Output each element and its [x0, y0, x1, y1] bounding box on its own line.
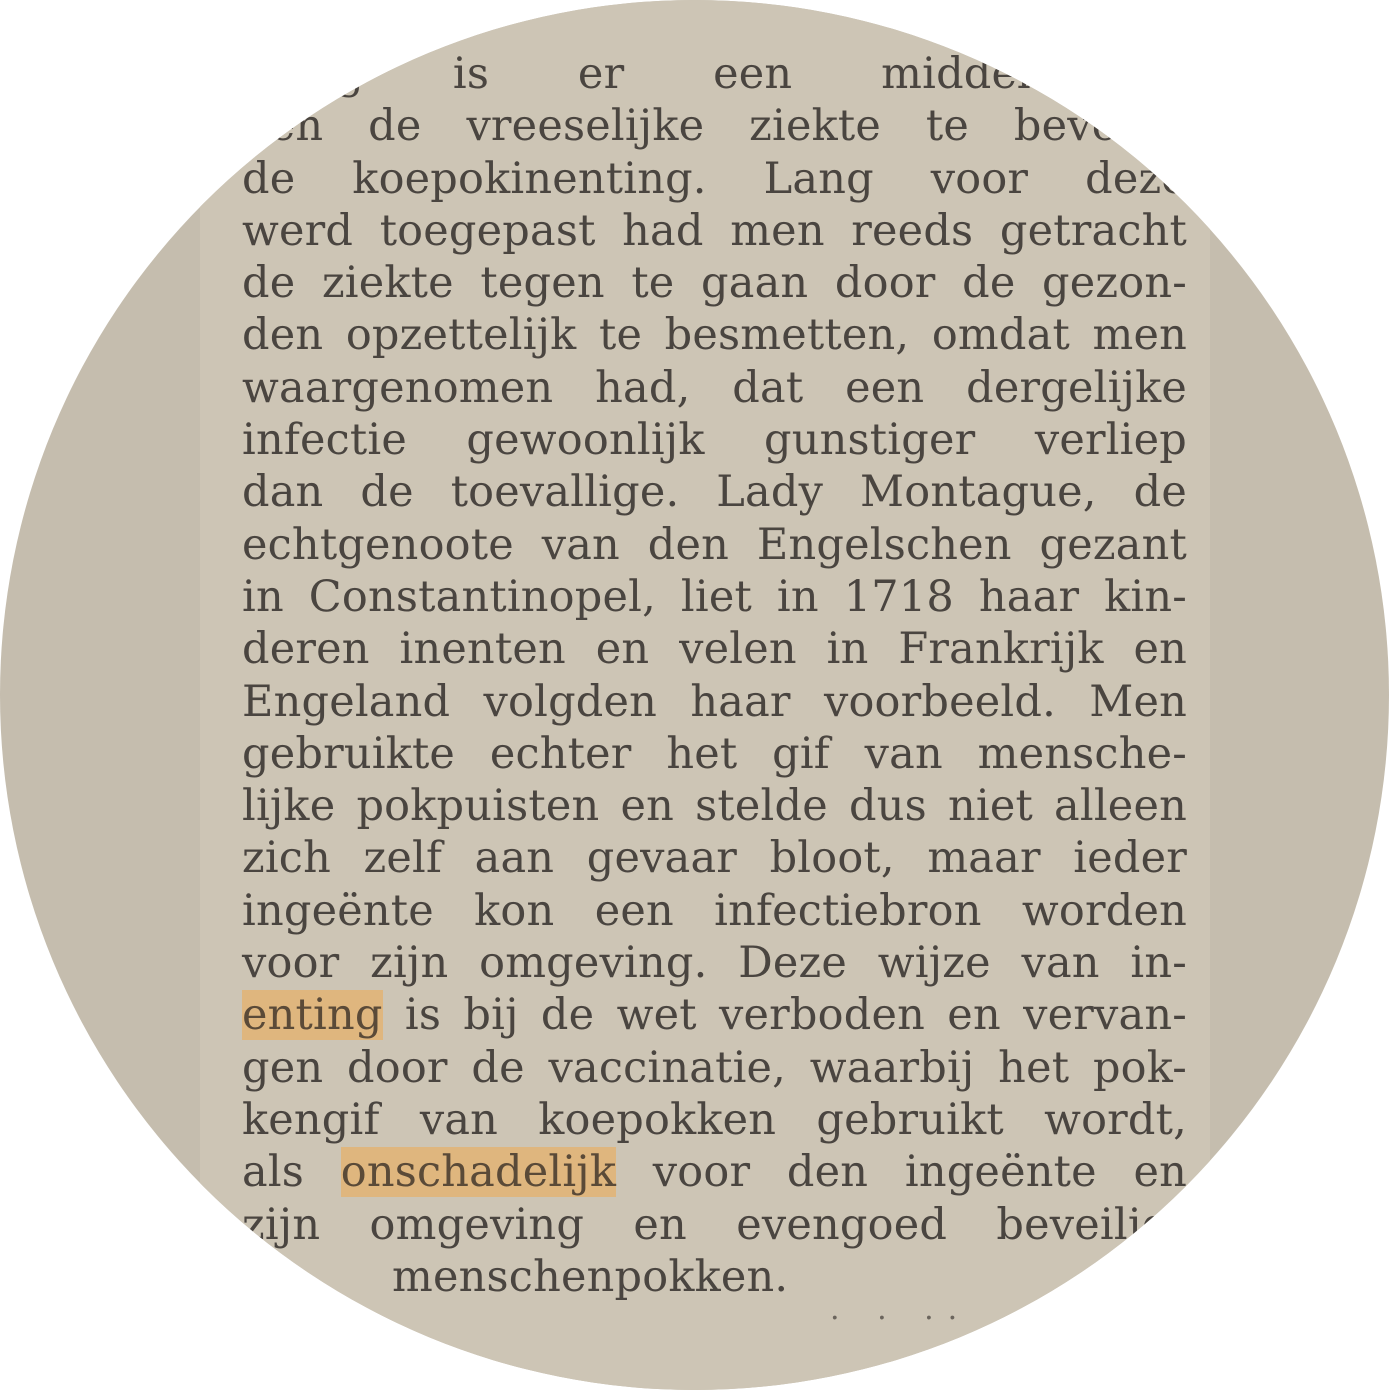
text-line: gen de vreeselijke ziekte te beveilig: [242, 101, 1187, 152]
search-highlight: onschadelijk: [340, 1147, 617, 1198]
text-line: kengif van koepokken gebruikt wordt,: [242, 1094, 1187, 1145]
text-line: waargenomen had, dat een dergelijke: [242, 362, 1187, 413]
article-text: [242, 48, 1187, 1303]
text-line: voor zijn omgeving. Deze wijze van in-: [242, 938, 1187, 989]
text-line: lijke pokpuisten en stelde dus niet alleen: [242, 781, 1187, 832]
text-fragment: voor den ingeënte en: [616, 1147, 1187, 1198]
text-line: de koepokinenting. Lang voor deze: [242, 153, 1187, 204]
text-line: den opzettelijk te besmetten, omdat men: [242, 310, 1187, 361]
text-line: zich zelf aan gevaar bloot, maar ieder: [242, 833, 1187, 884]
text-line: echtgenoote van den Engelschen gezant: [242, 519, 1187, 570]
text-line: zijn omgeving en evengoed beveiligt: [242, 1199, 1187, 1250]
text-line: werd toegepast had men reeds getracht: [242, 205, 1187, 256]
text-line-highlighted: [242, 1146, 1187, 1198]
text-line-highlighted: [242, 989, 1187, 1041]
search-highlight: enting: [242, 990, 383, 1041]
text-line: ingeënte kon een infectiebron worden: [242, 885, 1187, 936]
text-line: infectie gewoonlijk gunstiger verliep: [242, 415, 1187, 466]
text-fragment: als: [242, 1147, 341, 1198]
text-line: dan de toevallige. Lady Montague, de: [242, 467, 1187, 518]
text-line: de ziekte tegen te gaan door de gezon-: [242, 258, 1187, 309]
text-line: gebruikte echter het gif van mensche-: [242, 728, 1187, 779]
text-fragment: is bij de wet verboden en vervan-: [382, 990, 1187, 1041]
text-line: Engeland volgden haar voorbeeld. Men: [242, 676, 1187, 727]
text-line: deren inenten en velen in Frankrijk en: [242, 624, 1187, 675]
text-line: in Constantinopel, liet in 1718 haar kin-: [242, 571, 1187, 622]
text-line: ukkig is er een middel om: [242, 49, 1187, 99]
text-line: gen door de vaccinatie, waarbij het pok-: [242, 1042, 1187, 1093]
trailing-dots: . . ..: [830, 1292, 972, 1327]
text-line: menschenpokken.: [392, 1251, 789, 1302]
